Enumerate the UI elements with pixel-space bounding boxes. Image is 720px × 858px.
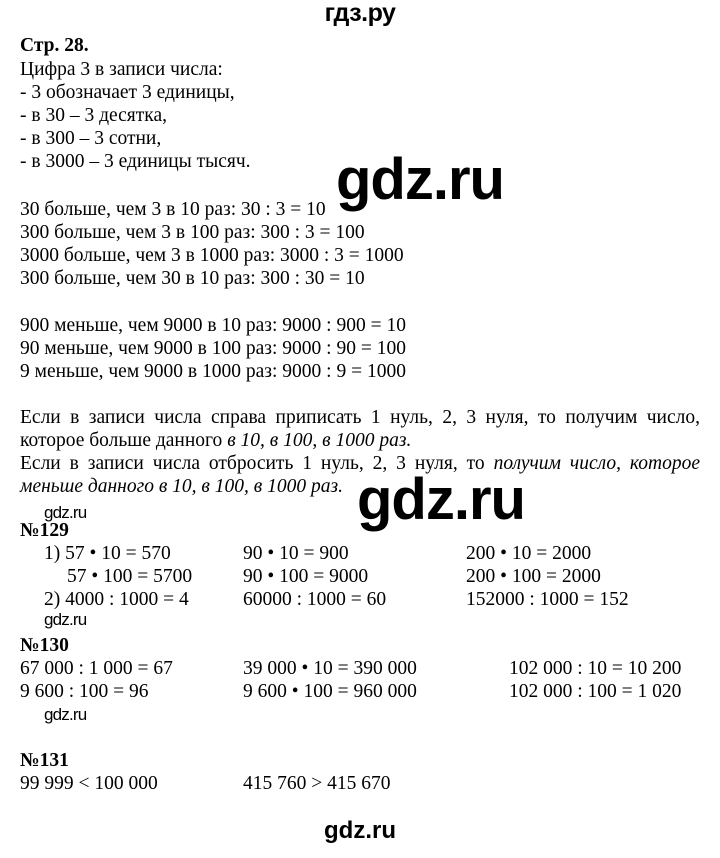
intro-item: - в 300 – 3 сотни, xyxy=(20,128,162,149)
intro-item: - 3 обозначает 3 единицы, xyxy=(20,82,235,103)
rule2-text: Если в записи числа отбросить 1 нуль, 2, 3 нуля, то xyxy=(20,453,494,474)
watermark-logo: gdz.ru xyxy=(357,467,525,532)
task-130-title: №130 xyxy=(20,635,69,656)
task-129-cell: 152000 : 1000 = 152 xyxy=(466,589,629,610)
less-line: 9 меньше, чем 9000 в 1000 раз: 9000 : 9 = 1000 xyxy=(20,361,406,382)
greater-line: 300 больше, чем 30 в 10 раз: 300 : 30 = 10 xyxy=(20,268,365,289)
task-130-cell: 9 600 : 100 = 96 xyxy=(20,681,149,702)
page-label: Стр. 28. xyxy=(20,35,89,56)
task-129-cell: 57 • 100 = 5700 xyxy=(67,566,193,587)
task-129-title: №129 xyxy=(20,520,69,541)
task-129-cell: 2) 4000 : 1000 = 4 xyxy=(44,589,189,610)
rule2-line2: меньше данного в 10, в 100, в 1000 раз. xyxy=(20,476,343,497)
intro-item: - в 3000 – 3 единицы тысяч. xyxy=(20,151,251,172)
less-line: 90 меньше, чем 9000 в 100 раз: 9000 : 90 = 100 xyxy=(20,338,406,359)
task-129-cell: 90 • 100 = 9000 xyxy=(243,566,369,587)
task-129-cell: 60000 : 1000 = 60 xyxy=(243,589,387,610)
task-131-cell: 99 999 < 100 000 xyxy=(20,773,158,794)
intro-title: Цифра 3 в записи числа: xyxy=(20,59,223,80)
greater-line: 30 больше, чем 3 в 10 раз: 30 : 3 = 10 xyxy=(20,199,326,220)
task-131-title: №131 xyxy=(20,750,69,771)
task-129-cell: 90 • 10 = 900 xyxy=(243,543,349,564)
task-130-cell: 39 000 • 10 = 390 000 xyxy=(243,658,417,679)
rule1-text: которое больше данного xyxy=(20,430,228,451)
site-title: гдз.ру xyxy=(324,0,396,27)
task-130-cell: 102 000 : 100 = 1 020 xyxy=(509,681,682,702)
task-129-cell: 1) 57 • 10 = 570 xyxy=(44,543,171,564)
task-130-cell: 102 000 : 10 = 10 200 xyxy=(509,658,682,679)
task-129-cell: 200 • 10 = 2000 xyxy=(466,543,592,564)
rule1-line2 xyxy=(20,429,700,452)
task-130-cell: 67 000 : 1 000 = 67 xyxy=(20,658,173,679)
intro-item: - в 30 – 3 десятка, xyxy=(20,105,167,126)
less-line: 900 меньше, чем 9000 в 10 раз: 9000 : 900 = 10 xyxy=(20,315,406,336)
rule1-emphasis: в 10, в 100, в 1000 раз. xyxy=(227,430,412,451)
watermark-small: gdz.ru xyxy=(44,610,87,629)
task-129-cell: 200 • 100 = 2000 xyxy=(466,566,601,587)
watermark-small: gdz.ru xyxy=(44,705,87,724)
task-131-cell: 415 760 > 415 670 xyxy=(243,773,391,794)
watermark-footer: gdz.ru xyxy=(324,817,396,844)
watermark-small: gdz.ru xyxy=(44,503,87,522)
rule1-line1: Если в записи числа справа приписать 1 нуль, 2, 3 нуля, то получим число, xyxy=(20,407,700,428)
rule2-emphasis: получим число, которое xyxy=(493,453,700,474)
task-130-cell: 9 600 • 100 = 960 000 xyxy=(243,681,417,702)
greater-line: 3000 больше, чем 3 в 1000 раз: 3000 : 3 = 1000 xyxy=(20,245,404,266)
watermark-logo: gdz.ru xyxy=(336,147,504,212)
greater-line: 300 больше, чем 3 в 100 раз: 300 : 3 = 100 xyxy=(20,222,365,243)
